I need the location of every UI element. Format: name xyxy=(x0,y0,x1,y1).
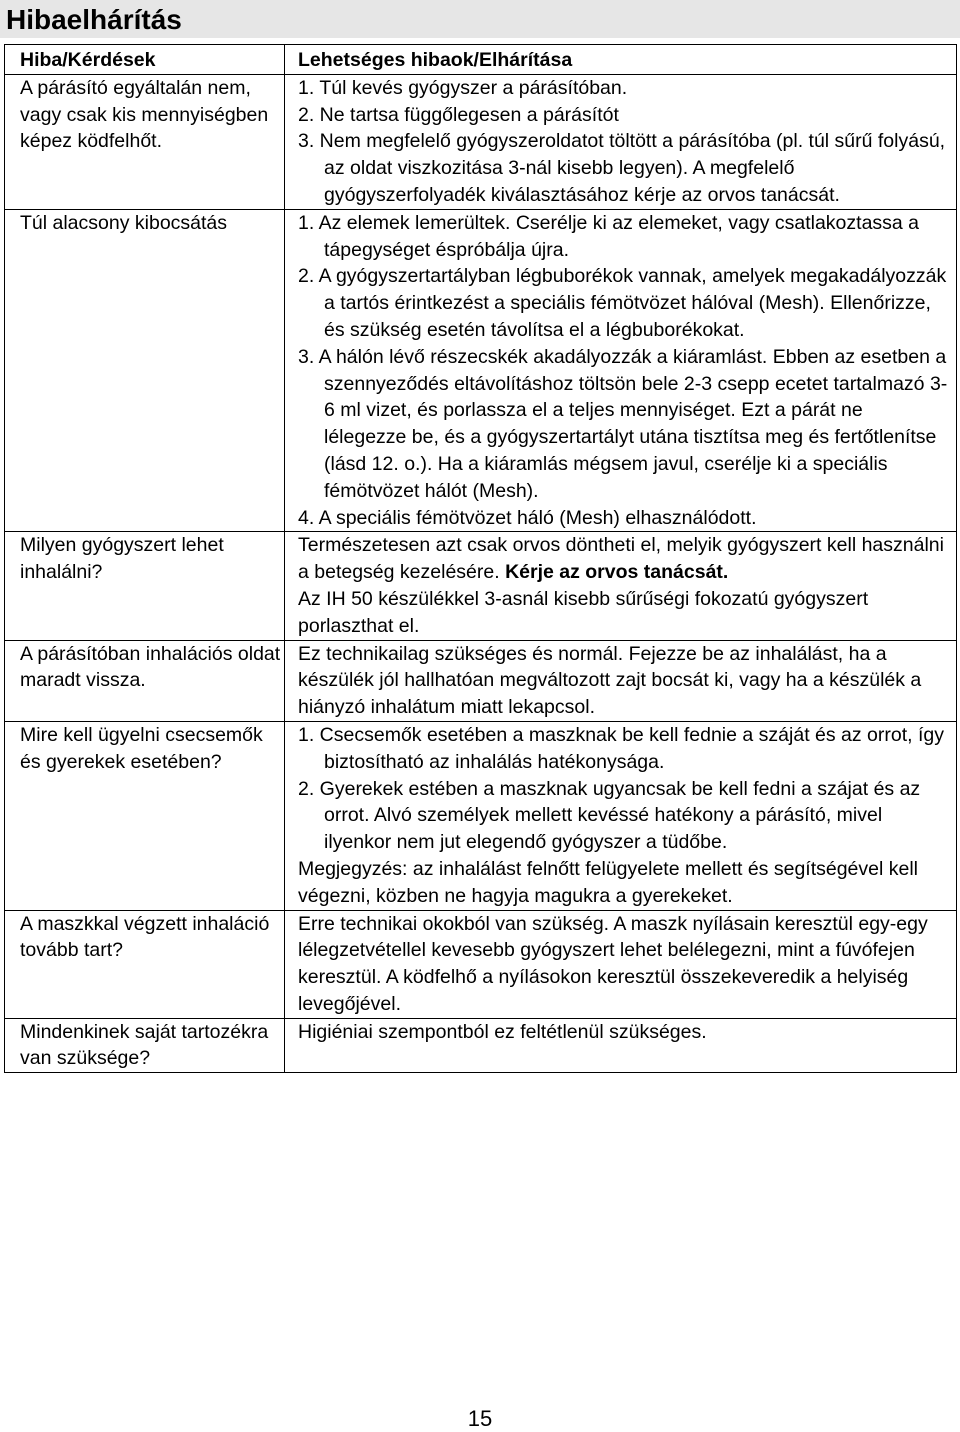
question-cell: Milyen gyógyszert lehet inhalálni? xyxy=(5,532,285,640)
note-paragraph: Megjegyzés: az inhalálást felnőtt felügyelete mellett és segítségével kell végezni, közben ne hagyja magukra a gyerekeket. xyxy=(298,857,919,907)
list-item: 1. Az elemek lemerültek. Cserélje ki az elemeket, vagy csatlakoztassa a tápegységet éspróbálja újra. xyxy=(298,211,920,261)
question-cell: A párásító egyáltalán nem, vagy csak kis mennyiségben képez ködfelhőt. xyxy=(5,74,285,209)
column-header-solution: Lehetséges hibaok/Elhárítása xyxy=(285,45,957,75)
answer-emphasis: Kérje az orvos tanácsát. xyxy=(505,561,729,584)
answer-cell: Erre technikai okokból van szükség. A maszk nyílásain keresztül egy-egy lélegzetvétellel kevesebb gyógyszert lehet belélegezni, mint a fúvófejen keresztül. A ködfelhő a nyílásokon keresztül összekeveredik a helyiség levegőjével. xyxy=(285,910,957,1018)
answer-cell xyxy=(285,532,957,640)
answer-text: Természetesen azt csak orvos döntheti el, melyik gyógyszert kell használni a betegség kezelésére. xyxy=(298,534,944,584)
list-item: 2. Gyerekek estében a maszknak ugyancsak be kell fedni a szájat és az orrot. Alvó személyek mellett kevéssé hatékony a párásító, mivel ilyenkor nem jut elegendő gyógyszer a tüdőbe. xyxy=(298,777,921,854)
question-cell: Mire kell ügyelni csecsemők és gyerekek esetében? xyxy=(5,721,285,910)
list-item: 4. A speciális fémötvözet háló (Mesh) elhasználódott. xyxy=(298,506,757,529)
question-cell: A maszkkal végzett inhaláció tovább tart? xyxy=(5,910,285,1018)
troubleshooting-table xyxy=(4,44,957,1073)
table-row xyxy=(5,532,957,640)
list-item: 3. Nem megfelelő gyógyszeroldatot töltött a párásítóba (pl. túl sűrű folyású, az oldat viszkozitása 3-nál kisebb legyen). A megfelelő gyógyszerfolyadék kiválasztásához kérje az orvos tanácsát. xyxy=(298,130,946,206)
list-item: 1. Csecsemők esetében a maszknak be kell fednie a száját és az orrot, így biztosítható az inhalálás hatékonysága. xyxy=(298,723,944,773)
page-title: Hibaelhárítás xyxy=(6,4,182,35)
title-bar xyxy=(0,0,960,38)
table-row xyxy=(5,910,957,1018)
answer-cell: Ez technikailag szükséges és normál. Fejezze be az inhalálást, ha a készülék jól hallhatóan megváltozott zajt bocsát ki, vagy ha a készülék a hiányzó inhalátum miatt lekapcsol. xyxy=(285,640,957,721)
table-row xyxy=(5,640,957,721)
answer-cell xyxy=(285,74,957,209)
table-row xyxy=(5,1018,957,1073)
answer-paragraph xyxy=(298,532,948,586)
list-item: 2. A gyógyszertartályban légbuborékok vannak, amelyek megakadályozzák a tartós érintkezést a speciális fémötvözet hálóval (Mesh). Ellenőrizze, és szükség esetén távolítsa el a légbuborékokat. xyxy=(298,265,947,341)
answer-cell: Higiéniai szempontból ez feltétlenül szükséges. xyxy=(285,1018,957,1073)
answer-cell xyxy=(285,209,957,532)
column-header-issue: Hiba/Kérdések xyxy=(5,45,285,75)
question-cell: Túl alacsony kibocsátás xyxy=(5,209,285,532)
question-cell: Mindenkinek saját tartozékra van szüksége? xyxy=(5,1018,285,1073)
answer-paragraph: Az IH 50 készülékkel 3-asnál kisebb sűrűségi fokozatú gyógyszert porlaszthat el. xyxy=(298,587,869,637)
table-row xyxy=(5,74,957,209)
question-cell: A párásítóban inhalációs oldat maradt vissza. xyxy=(5,640,285,721)
list-item: 1. Túl kevés gyógyszer a párásítóban. xyxy=(298,76,628,99)
list-item: 3. A hálón lévő részecskék akadályozzák a kiáramlást. Ebben az esetben a szennyeződés eltávolításhoz töltsön bele 2-3 csepp ecetet tartalmazó 3-6 ml vizet, és porlassza el a teljes mennyiséget. Ezt a párát ne lélegezze be, és a gyógyszertartályt utána tisztítsa meg és fertőtlenítse (lásd 12. o.). Ha a kiáramlás mégsem javul, cserélje ki a speciális fémötvözet hálót (Mesh). xyxy=(298,345,948,502)
table-row xyxy=(5,721,957,910)
list-item: 2. Ne tartsa függőlegesen a párásítót xyxy=(298,103,619,126)
page-number: 15 xyxy=(467,1406,493,1431)
table-header-row xyxy=(5,45,957,75)
table-row xyxy=(5,209,957,532)
answer-cell xyxy=(285,721,957,910)
